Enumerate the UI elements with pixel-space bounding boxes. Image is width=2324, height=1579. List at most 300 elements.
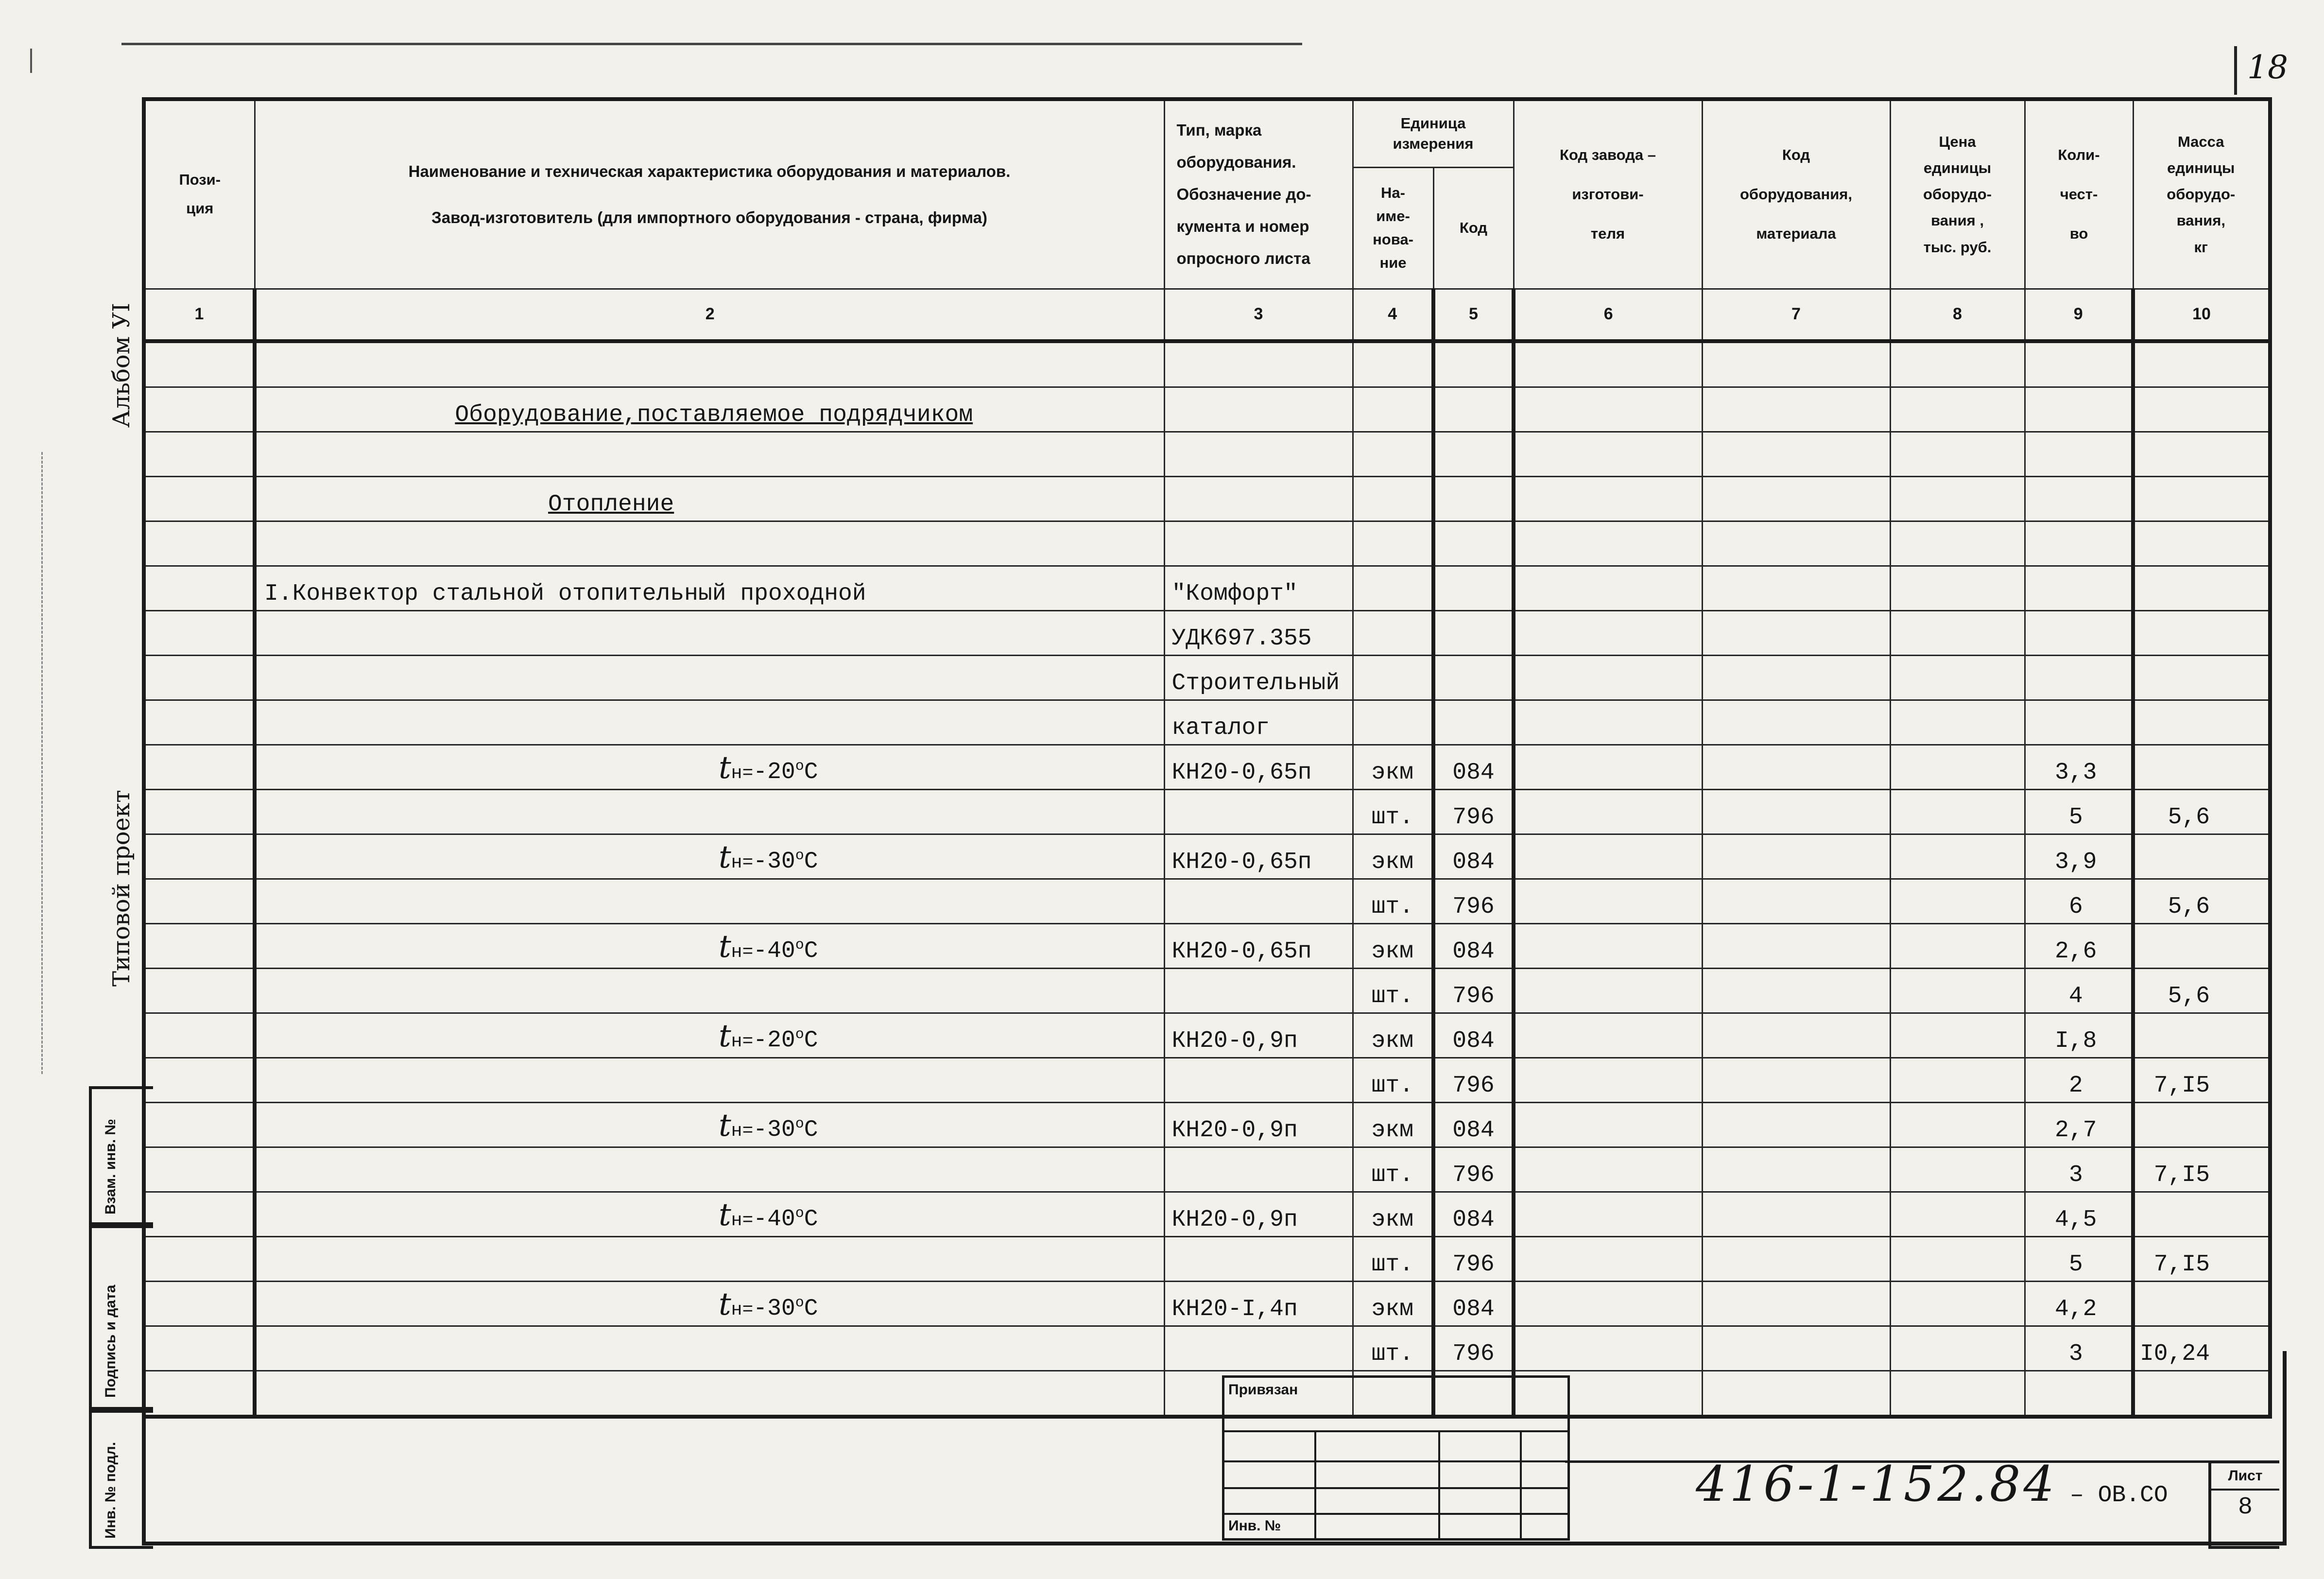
cell-eqcode bbox=[1702, 341, 1890, 387]
cell-plant bbox=[1514, 834, 1702, 879]
temp-value: -30 bbox=[753, 848, 795, 875]
outdoor-temp-label bbox=[255, 745, 1164, 789]
table-row bbox=[144, 700, 2270, 745]
top-rule bbox=[121, 43, 1302, 45]
cell-eqcode bbox=[1702, 923, 1890, 968]
corner-sheet-number: 18 bbox=[2247, 49, 2288, 86]
cell-price bbox=[1890, 432, 2025, 476]
cell-code: 796 bbox=[1433, 968, 1514, 1013]
cell-qty: 2,6 bbox=[2025, 923, 2133, 968]
cell-price bbox=[1890, 1013, 2025, 1058]
stamp-inv-swap-label: Взам. инв. № bbox=[103, 1119, 119, 1215]
cell-price bbox=[1890, 834, 2025, 879]
header-unit-price: Цена единицы оборудо- вания , тыс. руб. bbox=[1890, 99, 2025, 289]
cell-pos bbox=[144, 879, 255, 923]
cell-name bbox=[255, 700, 1164, 745]
cell-type bbox=[1164, 879, 1353, 923]
table-row bbox=[144, 432, 2270, 476]
cell-pos bbox=[144, 521, 255, 566]
header-position: Пози- ция bbox=[144, 99, 255, 289]
cell-mass bbox=[2133, 745, 2270, 789]
cell-price bbox=[1890, 745, 2025, 789]
outdoor-temp-label bbox=[255, 923, 1164, 968]
cell-pos bbox=[144, 610, 255, 655]
cell-unit: экм bbox=[1353, 1192, 1433, 1236]
cell-plant bbox=[1514, 387, 1702, 432]
cell-code bbox=[1433, 432, 1514, 476]
cell-qty bbox=[2025, 521, 2133, 566]
cell-name bbox=[255, 1058, 1164, 1102]
margin-mark bbox=[30, 49, 32, 73]
cell-unit: экм bbox=[1353, 923, 1433, 968]
cell-unit: шт. bbox=[1353, 1058, 1433, 1102]
cell-code bbox=[1433, 655, 1514, 700]
cell-unit: шт. bbox=[1353, 968, 1433, 1013]
header-mass: Масса единицы оборудо- вания, кг bbox=[2133, 99, 2270, 289]
cell-code bbox=[1433, 341, 1514, 387]
cell-unit bbox=[1353, 655, 1433, 700]
outdoor-temp-label bbox=[255, 1281, 1164, 1326]
cell-code: 796 bbox=[1433, 1236, 1514, 1281]
equipment-spec-table bbox=[142, 97, 2272, 1419]
header-name-line2: Завод-изготовитель (для импортного оборудования - страна, фирма) bbox=[431, 208, 987, 227]
cell-qty: 4,5 bbox=[2025, 1192, 2133, 1236]
col-num-6: 6 bbox=[1514, 289, 1702, 341]
cell-code: 084 bbox=[1433, 834, 1514, 879]
stamp-sign-date-label: Подпись и дата bbox=[103, 1284, 119, 1398]
cell-name bbox=[255, 1147, 1164, 1192]
cell-pos bbox=[144, 566, 255, 610]
header-quantity: Коли- чест- во bbox=[2025, 99, 2133, 289]
table-row bbox=[144, 789, 2270, 834]
cell-name bbox=[255, 655, 1164, 700]
cell-code: 084 bbox=[1433, 923, 1514, 968]
col-num-1: 1 bbox=[144, 289, 255, 341]
cell-mass bbox=[2133, 387, 2270, 432]
cell-eqcode bbox=[1702, 610, 1890, 655]
cell-pos bbox=[144, 1192, 255, 1236]
item-name: I.Конвектор стальной отопительный проходной bbox=[255, 566, 1164, 610]
cell-price bbox=[1890, 1058, 2025, 1102]
cell-plant bbox=[1514, 1281, 1702, 1326]
cell-mass bbox=[2133, 1102, 2270, 1147]
cell-pos bbox=[144, 432, 255, 476]
spec-table-body bbox=[144, 341, 2270, 1417]
cell-qty: 3,3 bbox=[2025, 745, 2133, 789]
cell-mass: I0,24 bbox=[2133, 1326, 2270, 1371]
cell-eqcode bbox=[1702, 789, 1890, 834]
outdoor-temp-label bbox=[255, 1102, 1164, 1147]
table-row bbox=[144, 341, 2270, 387]
col-num-4: 4 bbox=[1353, 289, 1433, 341]
cell-unit: шт. bbox=[1353, 789, 1433, 834]
temp-subscript: н= bbox=[731, 852, 754, 873]
header-unit-name: На- име- нова- ние bbox=[1353, 167, 1433, 289]
cell-type: КН20-0,9п bbox=[1164, 1102, 1353, 1147]
cell-plant bbox=[1514, 476, 1702, 521]
degree-sign: o bbox=[795, 1026, 804, 1043]
temp-symbol: t bbox=[718, 1107, 731, 1144]
cell-qty bbox=[2025, 700, 2133, 745]
stamp-inv-orig-label: Инв. № подл. bbox=[103, 1441, 119, 1539]
cell-type: "Комфорт" bbox=[1164, 566, 1353, 610]
cell-mass bbox=[2133, 432, 2270, 476]
cell-plant bbox=[1514, 432, 1702, 476]
bound-row-line bbox=[1224, 1513, 1567, 1515]
cell-code bbox=[1433, 476, 1514, 521]
table-row bbox=[144, 745, 2270, 789]
sheet-label: Лист bbox=[2211, 1463, 2279, 1491]
cell-qty bbox=[2025, 432, 2133, 476]
cell-name bbox=[255, 968, 1164, 1013]
cell-qty: 2,7 bbox=[2025, 1102, 2133, 1147]
cell-pos bbox=[144, 923, 255, 968]
cell-name bbox=[255, 341, 1164, 387]
cell-pos bbox=[144, 1147, 255, 1192]
table-row bbox=[144, 387, 2270, 432]
header-name bbox=[255, 99, 1164, 289]
outdoor-temp-label bbox=[255, 1013, 1164, 1058]
header-unit-code: Код bbox=[1433, 167, 1514, 289]
cell-price bbox=[1890, 1281, 2025, 1326]
cell-name bbox=[255, 521, 1164, 566]
cell-qty bbox=[2025, 566, 2133, 610]
bound-stamp-block bbox=[1222, 1375, 1570, 1541]
cell-price bbox=[1890, 923, 2025, 968]
cell-code bbox=[1433, 610, 1514, 655]
cell-unit bbox=[1353, 432, 1433, 476]
cell-type: каталог bbox=[1164, 700, 1353, 745]
temp-value: -40 bbox=[753, 1206, 795, 1232]
bound-row-line bbox=[1224, 1460, 1567, 1462]
cell-type bbox=[1164, 1058, 1353, 1102]
cell-mass bbox=[2133, 700, 2270, 745]
cell-unit: экм bbox=[1353, 1281, 1433, 1326]
cell-price bbox=[1890, 655, 2025, 700]
cell-code: 084 bbox=[1433, 1281, 1514, 1326]
cell-pos bbox=[144, 834, 255, 879]
document-number: 416-1-152.84 bbox=[1696, 1456, 2057, 1512]
cell-type: КН20-0,65п bbox=[1164, 923, 1353, 968]
cell-mass: 5,6 bbox=[2133, 968, 2270, 1013]
cell-qty bbox=[2025, 387, 2133, 432]
cell-mass: 7,I5 bbox=[2133, 1058, 2270, 1102]
bound-col-line bbox=[1438, 1430, 1440, 1538]
outdoor-temp-label bbox=[255, 834, 1164, 879]
temp-symbol: t bbox=[718, 1286, 731, 1322]
cell-eqcode bbox=[1702, 1192, 1890, 1236]
cell-eqcode bbox=[1702, 476, 1890, 521]
drawing-frame-bottom bbox=[142, 1351, 2287, 1545]
cell-eqcode bbox=[1702, 521, 1890, 566]
header-plant-code: Код завода – изготови- теля bbox=[1514, 99, 1702, 289]
cell-mass bbox=[2133, 923, 2270, 968]
cell-qty: 3,9 bbox=[2025, 834, 2133, 879]
cell-code bbox=[1433, 566, 1514, 610]
cell-eqcode bbox=[1702, 566, 1890, 610]
cell-mass bbox=[2133, 610, 2270, 655]
cell-mass bbox=[2133, 1281, 2270, 1326]
degree-sign: o bbox=[795, 1115, 804, 1132]
cell-qty: 5 bbox=[2025, 1236, 2133, 1281]
cell-type bbox=[1164, 1236, 1353, 1281]
cell-plant bbox=[1514, 789, 1702, 834]
cell-qty bbox=[2025, 476, 2133, 521]
cell-unit: экм bbox=[1353, 1013, 1433, 1058]
temp-subscript: н= bbox=[731, 1299, 754, 1320]
col-num-3: 3 bbox=[1164, 289, 1353, 341]
cell-code bbox=[1433, 521, 1514, 566]
col-num-9: 9 bbox=[2025, 289, 2133, 341]
cell-qty: 2 bbox=[2025, 1058, 2133, 1102]
cell-plant bbox=[1514, 879, 1702, 923]
cell-pos bbox=[144, 387, 255, 432]
cell-plant bbox=[1514, 745, 1702, 789]
cell-unit bbox=[1353, 521, 1433, 566]
cell-code: 084 bbox=[1433, 1102, 1514, 1147]
cell-type bbox=[1164, 387, 1353, 432]
cell-name bbox=[255, 432, 1164, 476]
column-number-row bbox=[144, 289, 2270, 341]
cell-qty: 6 bbox=[2025, 879, 2133, 923]
table-row bbox=[144, 610, 2270, 655]
cell-unit bbox=[1353, 476, 1433, 521]
cell-mass: 5,6 bbox=[2133, 879, 2270, 923]
cell-pos bbox=[144, 700, 255, 745]
cell-plant bbox=[1514, 1147, 1702, 1192]
cell-type bbox=[1164, 476, 1353, 521]
cell-pos bbox=[144, 1058, 255, 1102]
cell-eqcode bbox=[1702, 1147, 1890, 1192]
cell-eqcode bbox=[1702, 1102, 1890, 1147]
cell-code bbox=[1433, 387, 1514, 432]
cell-unit bbox=[1353, 387, 1433, 432]
table-row bbox=[144, 1058, 2270, 1102]
cell-code: 796 bbox=[1433, 789, 1514, 834]
sheet-box bbox=[2208, 1460, 2279, 1549]
cell-mass bbox=[2133, 341, 2270, 387]
cell-pos bbox=[144, 1281, 255, 1326]
table-row bbox=[144, 834, 2270, 879]
cell-unit: шт. bbox=[1353, 1147, 1433, 1192]
temp-value: -20 bbox=[753, 759, 795, 785]
cell-price bbox=[1890, 566, 2025, 610]
cell-price bbox=[1890, 387, 2025, 432]
cell-unit bbox=[1353, 610, 1433, 655]
header-type: Тип, марка оборудования. Обозначение до- кумента и номер опросного листа bbox=[1164, 99, 1353, 289]
cell-unit: экм bbox=[1353, 834, 1433, 879]
cell-price bbox=[1890, 1236, 2025, 1281]
cell-code bbox=[1433, 700, 1514, 745]
col-num-10: 10 bbox=[2133, 289, 2270, 341]
cell-price bbox=[1890, 1147, 2025, 1192]
cell-eqcode bbox=[1702, 655, 1890, 700]
bound-col-line bbox=[1520, 1430, 1522, 1538]
cell-price bbox=[1890, 879, 2025, 923]
table-row bbox=[144, 879, 2270, 923]
cell-type bbox=[1164, 968, 1353, 1013]
cell-unit: шт. bbox=[1353, 1236, 1433, 1281]
cell-type bbox=[1164, 789, 1353, 834]
cell-type bbox=[1164, 341, 1353, 387]
cell-plant bbox=[1514, 923, 1702, 968]
cell-plant bbox=[1514, 1192, 1702, 1236]
temp-symbol: t bbox=[718, 1197, 731, 1233]
cell-type bbox=[1164, 521, 1353, 566]
temp-value: -30 bbox=[753, 1116, 795, 1143]
cell-pos bbox=[144, 341, 255, 387]
cell-type: УДК697.355 bbox=[1164, 610, 1353, 655]
cell-code: 084 bbox=[1433, 745, 1514, 789]
cell-mass bbox=[2133, 1013, 2270, 1058]
cell-mass: 5,6 bbox=[2133, 789, 2270, 834]
cell-pos bbox=[144, 968, 255, 1013]
cell-pos bbox=[144, 1236, 255, 1281]
table-row bbox=[144, 476, 2270, 521]
col-num-8: 8 bbox=[1890, 289, 2025, 341]
temp-unit: C bbox=[804, 1116, 818, 1143]
temp-value: -40 bbox=[753, 937, 795, 964]
cell-qty: 4 bbox=[2025, 968, 2133, 1013]
cell-price bbox=[1890, 1192, 2025, 1236]
cell-type: КН20-0,65п bbox=[1164, 745, 1353, 789]
inv-label: Инв. № bbox=[1228, 1518, 1281, 1534]
table-row bbox=[144, 968, 2270, 1013]
temp-symbol: t bbox=[718, 749, 731, 786]
header-name-line1: Наименование и техническая характеристика оборудования и материалов. bbox=[408, 162, 1011, 180]
cell-name bbox=[255, 610, 1164, 655]
table-row bbox=[144, 1281, 2270, 1326]
temp-subscript: н= bbox=[731, 1031, 754, 1052]
cell-eqcode bbox=[1702, 834, 1890, 879]
cell-qty: 3 bbox=[2025, 1326, 2133, 1371]
cell-name bbox=[255, 879, 1164, 923]
cell-type: КН20-0,9п bbox=[1164, 1013, 1353, 1058]
degree-sign: o bbox=[795, 847, 804, 864]
temp-value: -20 bbox=[753, 1027, 795, 1054]
cell-price bbox=[1890, 476, 2025, 521]
cell-price bbox=[1890, 1102, 2025, 1147]
cell-type: КН20-0,65п bbox=[1164, 834, 1353, 879]
cell-plant bbox=[1514, 1058, 1702, 1102]
project-caption: Типовой проект bbox=[108, 790, 135, 987]
cell-unit bbox=[1353, 566, 1433, 610]
degree-sign: o bbox=[795, 758, 804, 775]
cell-qty: I,8 bbox=[2025, 1013, 2133, 1058]
cell-qty bbox=[2025, 610, 2133, 655]
section-heading: Оборудование,поставляемое подрядчиком bbox=[255, 387, 1164, 432]
temp-subscript: н= bbox=[731, 763, 754, 784]
temp-unit: C bbox=[804, 759, 818, 785]
temp-subscript: н= bbox=[731, 1210, 754, 1231]
table-row bbox=[144, 1147, 2270, 1192]
cell-pos bbox=[144, 1102, 255, 1147]
temp-unit: C bbox=[804, 1295, 818, 1322]
cell-price bbox=[1890, 700, 2025, 745]
cell-eqcode bbox=[1702, 1281, 1890, 1326]
cell-qty: 4,2 bbox=[2025, 1281, 2133, 1326]
cell-eqcode bbox=[1702, 700, 1890, 745]
cell-unit: экм bbox=[1353, 745, 1433, 789]
cell-qty: 3 bbox=[2025, 1147, 2133, 1192]
cell-price bbox=[1890, 789, 2025, 834]
temp-symbol: t bbox=[718, 839, 731, 875]
cell-eqcode bbox=[1702, 387, 1890, 432]
cell-code: 796 bbox=[1433, 879, 1514, 923]
cell-plant bbox=[1514, 655, 1702, 700]
cell-mass bbox=[2133, 566, 2270, 610]
cell-name bbox=[255, 789, 1164, 834]
cell-code: 796 bbox=[1433, 1058, 1514, 1102]
margin-mark bbox=[41, 452, 43, 1074]
cell-type: КН20-I,4п bbox=[1164, 1281, 1353, 1326]
cell-unit: экм bbox=[1353, 1102, 1433, 1147]
bound-label: Привязан bbox=[1228, 1382, 1298, 1398]
table-row bbox=[144, 1013, 2270, 1058]
temp-unit: C bbox=[804, 1027, 818, 1054]
cell-plant bbox=[1514, 521, 1702, 566]
temp-symbol: t bbox=[718, 1018, 731, 1054]
cell-code: 084 bbox=[1433, 1013, 1514, 1058]
cell-code: 796 bbox=[1433, 1147, 1514, 1192]
cell-plant bbox=[1514, 1102, 1702, 1147]
cell-plant bbox=[1514, 968, 1702, 1013]
table-row bbox=[144, 566, 2270, 610]
temp-symbol: t bbox=[718, 928, 731, 965]
degree-sign: o bbox=[795, 1205, 804, 1222]
temp-unit: C bbox=[804, 937, 818, 964]
table-row bbox=[144, 1102, 2270, 1147]
col-num-5: 5 bbox=[1433, 289, 1514, 341]
corner-sheet-divider bbox=[2234, 46, 2243, 95]
cell-plant bbox=[1514, 610, 1702, 655]
cell-plant bbox=[1514, 341, 1702, 387]
cell-pos bbox=[144, 655, 255, 700]
subsection-heading: Отопление bbox=[255, 476, 1164, 521]
table-row bbox=[144, 1236, 2270, 1281]
cell-plant bbox=[1514, 1013, 1702, 1058]
cell-pos bbox=[144, 476, 255, 521]
col-num-7: 7 bbox=[1702, 289, 1890, 341]
cell-unit: шт. bbox=[1353, 879, 1433, 923]
cell-name bbox=[255, 1236, 1164, 1281]
table-row bbox=[144, 521, 2270, 566]
cell-qty: 5 bbox=[2025, 789, 2133, 834]
cell-pos bbox=[144, 789, 255, 834]
cell-type bbox=[1164, 1147, 1353, 1192]
cell-eqcode bbox=[1702, 1236, 1890, 1281]
cell-qty bbox=[2025, 341, 2133, 387]
cell-price bbox=[1890, 968, 2025, 1013]
cell-plant bbox=[1514, 1236, 1702, 1281]
temp-subscript: н= bbox=[731, 1120, 754, 1142]
sheet-value: 8 bbox=[2238, 1493, 2253, 1521]
album-caption: Альбом УI bbox=[108, 302, 135, 428]
cell-price bbox=[1890, 521, 2025, 566]
bound-row-line bbox=[1224, 1430, 1567, 1432]
outdoor-temp-label bbox=[255, 1192, 1164, 1236]
cell-pos bbox=[144, 1013, 255, 1058]
cell-unit bbox=[1353, 341, 1433, 387]
cell-mass: 7,I5 bbox=[2133, 1236, 2270, 1281]
cell-type bbox=[1164, 432, 1353, 476]
degree-sign: o bbox=[795, 937, 804, 954]
document-suffix: – ОВ.СО bbox=[2070, 1482, 2168, 1509]
header-unit-group: Единица измерения bbox=[1353, 99, 1514, 167]
cell-plant bbox=[1514, 566, 1702, 610]
bound-row-line bbox=[1224, 1487, 1567, 1489]
cell-eqcode bbox=[1702, 745, 1890, 789]
